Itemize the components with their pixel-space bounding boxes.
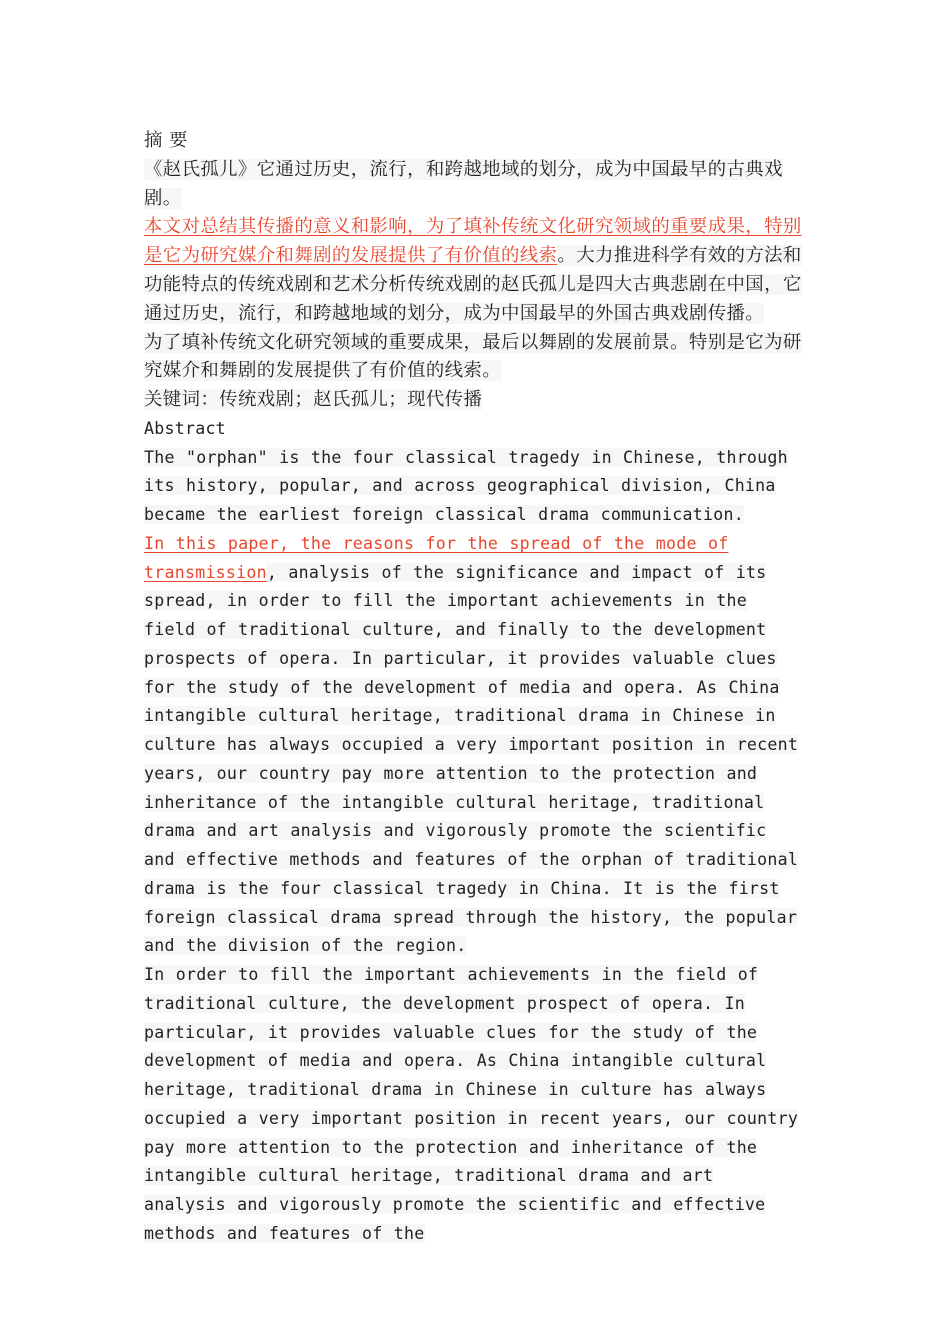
document-page <box>144 127 806 1249</box>
keywords-text-zh: 关键词：传统戏剧；赵氏孤儿；现代传播 <box>144 389 483 411</box>
abstract-paragraph-zh-2 <box>144 213 806 328</box>
abstract-paragraph-zh-3 <box>144 329 806 387</box>
abstract-text-zh-3: 为了填补传统文化研究领域的重要成果，最后以舞剧的发展前景。特别是它为研究媒介和舞剧的发展提供了有价值的线索。 <box>144 331 802 382</box>
abstract-text-en-1: The "orphan" is the four classical tragedy in Chinese, through its history, popular, and across geographical division, China became the earliest foreign classical drama communication. <box>144 447 788 525</box>
keywords-zh <box>144 386 806 415</box>
highlighted-text-zh: 本文对总结其传播的意义和影响，为了填补传统文化研究领域的重要成果，特别是它为研究媒介和舞剧的发展提供了有价值的线索 <box>144 216 802 267</box>
highlighted-text-en: In this paper, the reasons for the spread of the mode of transmission <box>144 533 729 582</box>
abstract-paragraph-en-2 <box>144 530 806 961</box>
abstract-text-en-3: In order to fill the important achievements in the field of traditional culture, the development prospect of opera. In particular, it provides valuable clues for the study of the development of media and opera. As China intangible cultural heritage, traditional drama in Chinese in culture has always occupied a very important position in recent years, our country pay more attention to the protection and inheritance of the intangible cultural heritage, traditional drama and art analysis and vigorously promote the scientific and effective methods and features of the <box>144 965 799 1243</box>
abstract-paragraph-en-1 <box>144 444 806 530</box>
abstract-paragraph-zh-1 <box>144 156 806 214</box>
abstract-heading-zh: 摘 要 <box>144 130 188 151</box>
abstract-text-zh-2: 。大力推进科学有效的方法和功能特点的传统戏剧和艺术分析传统戏剧的赵氏孤儿是四大古典悲剧在中国，它通过历史，流行，和跨越地域的划分，成为中国最早的外国古典戏剧传播。 <box>144 245 802 324</box>
abstract-paragraph-en-3 <box>144 961 806 1249</box>
abstract-text-zh-1: 《赵氏孤儿》它通过历史，流行，和跨越地域的划分，成为中国最早的古典戏剧。 <box>144 158 783 209</box>
abstract-heading-en: Abstract <box>144 418 226 438</box>
abstract-text-en-2: , analysis of the significance and impact of its spread, in order to fill the important achievements in the field of traditional culture, and finally to the development prospects of opera. In particular, it provides valuable clues for the study of the development of media and opera. As China intangible cultural heritage, traditional drama in Chinese in culture has always occupied a very important position in recent years, our country pay more attention to the protection and inheritance of the intangible cultural heritage, traditional drama and art analysis and vigorously promote the scientific and effective methods and features of the orphan of traditional drama is the four classical tragedy in China. It is the first foreign classical drama spread through the history, the popular and the division of the region. <box>144 562 799 956</box>
